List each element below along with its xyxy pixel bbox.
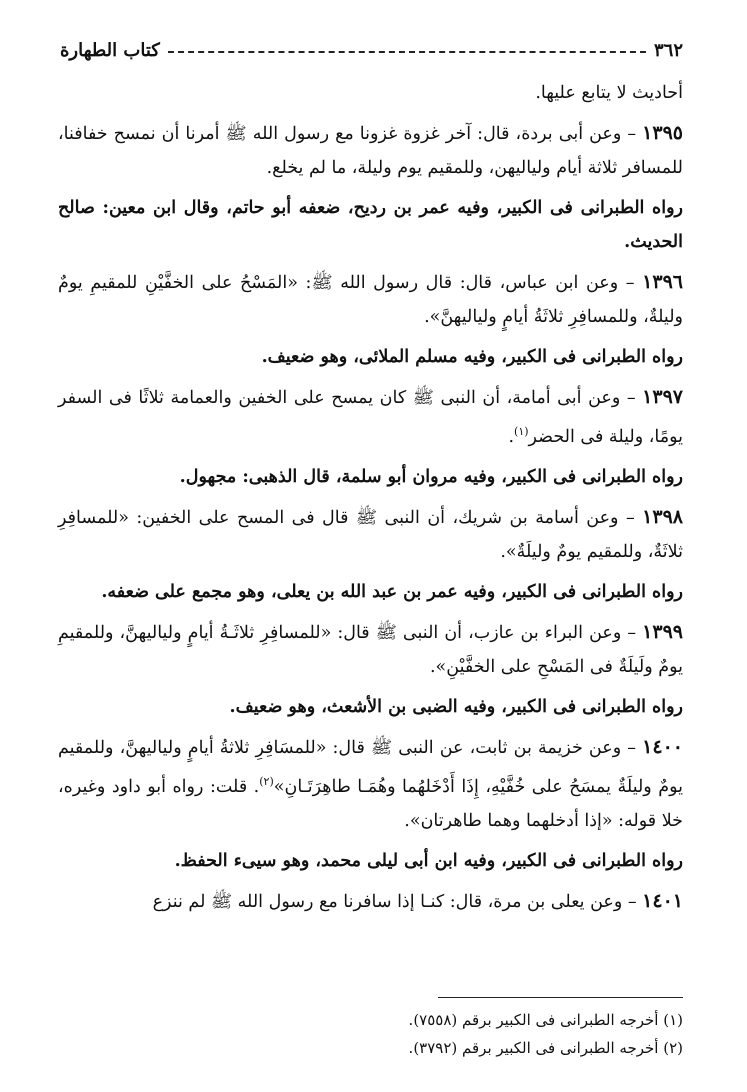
hadith-1398: ١٣٩٨ – وعن أسامة بن شريك، أن النبى ﷺ قال فى المسح على الخفين: «للمسافِرِ ثلاثَةٌ، وللمقيم يومٌ وليلَةٌ».: [58, 505, 683, 562]
page-header: [60, 40, 683, 61]
hadith-source: رواه الطبرانى فى الكبير، وفيه مروان أبو سلمة، قال الذهبى: مجهول.: [179, 466, 683, 487]
hadith-number: ١٣٩٧: [642, 386, 683, 408]
hadith-number: ١٣٩٥: [642, 122, 683, 144]
header-divider: [168, 51, 646, 53]
page-number: ٣٦٢: [653, 40, 683, 61]
footnote-2: (٢) أخرجه الطبرانى فى الكبير برقم (٣٧٩٢).: [408, 1039, 683, 1057]
hadith-1400: ١٤٠٠ – وعن خزيمة بن ثابت، عن النبى ﷺ قال: «للمسَافِرِ ثلاثةُ أيامٍ ولياليهنَّ، وللمقيم يومٌ وليلَةٌ يمسَحُ على خُفَّيْهِ، إِذَا أَدْخَلهُما وهُمَـا طاهِرَتَـانِ»$^{(٢)}$. قلت: رواه أبو داود وغيره، خلا قوله: «إذا أدخلهما وهما طاهرتان».: [58, 735, 684, 831]
hadith-number: ١٤٠٠: [642, 735, 683, 758]
hadith-1401: ١٤٠١ – وعن يعلى بن مرة، قال: كنـا إذا سافرنا مع رسول الله ﷺ لم ننزع: [152, 889, 683, 912]
hadith-1395: ١٣٩٥ – وعن أبى بردة، قال: آخر غزوة غزونا مع رسول الله ﷺ أمرنا أن نمسح خفافنا، للمسافر ثلاثة أيام ولياليهن، وللمقيم يوم وليلة، ما لم يخلع.: [58, 122, 683, 178]
hadith-number: ١٤٠١: [642, 889, 683, 912]
footnote-divider: [438, 997, 683, 998]
hadith-number: ١٣٩٦: [642, 271, 683, 293]
hadith-1399: ١٣٩٩ – وعن البراء بن عازب، أن النبى ﷺ قال: «للمسافِرِ ثلاثَـةُ أيامٍ ولياليهنَّ، وللمقيمِ يومٌ ولَيلَةٌ فى المَسْحِ على الخفَّيْنِ».: [58, 620, 683, 677]
hadith-source: رواه الطبرانى فى الكبير، وفيه الضبى بن الأشعث، وهو ضعيف.: [229, 696, 683, 717]
book-title: كتاب الطهارة: [60, 40, 160, 61]
footnote-ref: (٢): [259, 774, 274, 788]
hadith-1397: ١٣٩٧ – وعن أبى أمامة، أن النبى ﷺ كان يمسح على الخفين والعمامة ثلاثًا فى السفر يومًا، وليلة فى الحضر$^{(١)}$.: [58, 386, 683, 447]
hadith-number: ١٣٩٩: [642, 620, 683, 643]
hadith-1396: ١٣٩٦ – وعن ابن عباس، قال: قال رسول الله ﷺ: «المَسْحُ على الخفَّيْنِ للمقيمِ يومٌ وليلةٌ، وللمسافِرِ ثلاثَةُ أيامٍ ولياليهنَّ».: [58, 271, 683, 327]
hadith-source: رواه الطبرانى فى الكبير، وفيه عمر بن رديح، ضعفه أبو حاتم، وقال ابن معين: صالح الحديث.: [58, 198, 683, 252]
hadith-source: رواه الطبرانى فى الكبير، وفيه ابن أبى ليلى محمد، وهو سيىء الحفظ.: [174, 850, 683, 871]
footnote-ref: (١): [514, 425, 529, 438]
page-body: [58, 76, 683, 925]
footnotes: [60, 1006, 683, 1062]
hadith-source: رواه الطبرانى فى الكبير، وفيه مسلم الملائى، وهو ضعيف.: [261, 347, 683, 367]
hadith-source: رواه الطبرانى فى الكبير، وفيه عمر بن عبد الله بن يعلى، وهو مجمع على ضعفه.: [101, 581, 683, 602]
paragraph-intro: أحاديث لا يتابع عليها.: [535, 83, 683, 103]
hadith-number: ١٣٩٨: [642, 505, 683, 528]
footnote-1: (١) أخرجه الطبرانى فى الكبير برقم (٧٥٥٨).: [408, 1011, 683, 1029]
